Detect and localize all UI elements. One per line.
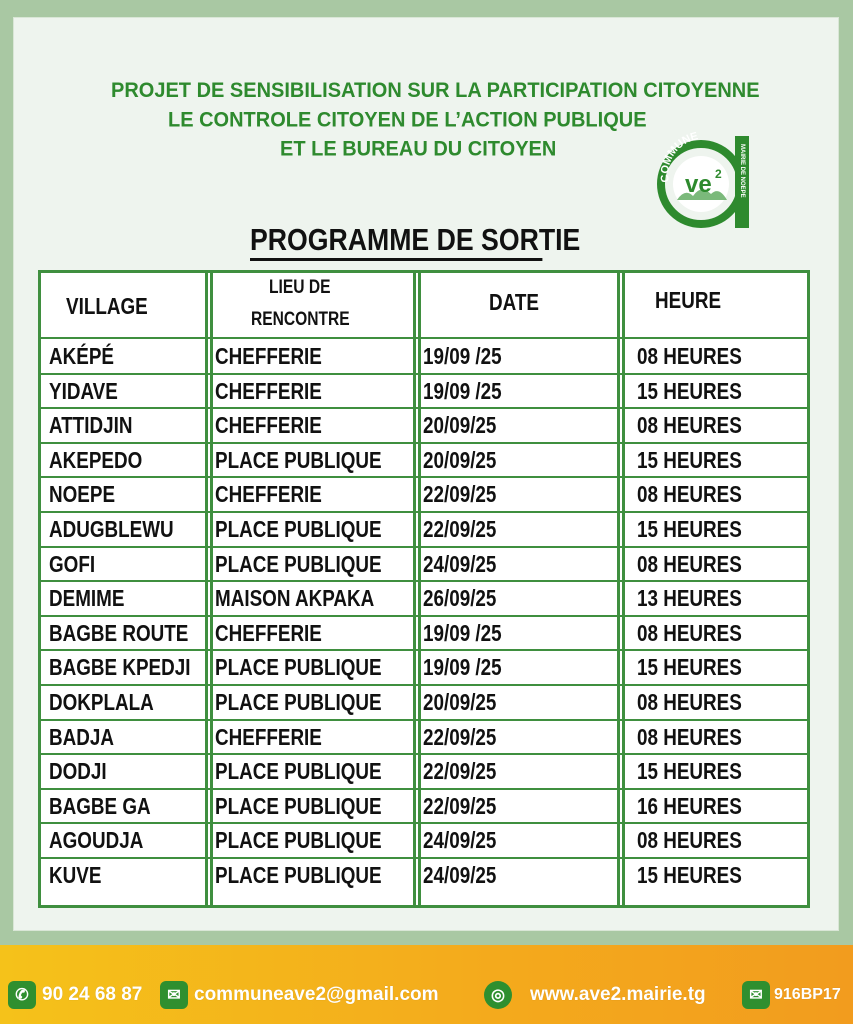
cell-lieu: CHEFFERIE [215,619,322,646]
header-line-2: LE CONTROLE CITOYEN DE L’ACTION PUBLIQUE [168,108,647,132]
cell-heure: 16 HEURES [637,792,742,819]
footer-bp-text: 916BP17 [774,986,841,1003]
cell-date: 19/09 /25 [423,619,502,646]
row-divider [41,615,807,617]
cell-village: BAGBE GA [49,792,151,819]
cell-date: 24/09/25 [423,827,497,854]
cell-heure: 15 HEURES [637,862,742,888]
logo-top-text: COMMUNE [659,130,700,183]
cell-heure: 08 HEURES [637,343,742,369]
header-village: VILLAGE [66,293,148,319]
logo-side-text: MAIRIE DE NOEPE [739,144,745,198]
cell-lieu: CHEFFERIE [215,723,322,750]
row-divider [41,546,807,548]
cell-heure: 08 HEURES [637,550,742,577]
cell-date: 22/09/25 [423,481,497,508]
cell-village: DOKPLALA [49,689,154,715]
header-title [14,76,760,164]
column-divider [205,273,213,905]
cell-village: DODJI [49,758,107,785]
cell-lieu: PLACE PUBLIQUE [215,827,382,854]
cell-date: 20/09/25 [423,446,497,473]
column-divider [617,273,625,905]
cell-lieu: CHEFFERIE [215,377,322,404]
cell-lieu: CHEFFERIE [215,343,322,369]
cell-heure: 15 HEURES [637,377,742,404]
cell-date: 24/09/25 [423,550,497,577]
mailbox-icon: ✉ [742,981,770,1009]
row-divider [41,373,807,375]
cell-heure: 08 HEURES [637,827,742,854]
cell-lieu: PLACE PUBLIQUE [215,446,382,473]
cell-date: 22/09/25 [423,516,497,542]
footer-phone-text: 90 24 68 87 [42,984,143,1005]
cell-heure: 08 HEURES [637,723,742,750]
header-lieu-line-2: RENCONTRE [251,309,350,330]
row-divider [41,476,807,478]
column-divider [413,273,421,905]
header-line-3: ET LE BUREAU DU CITOYEN [280,137,557,161]
cell-village: BADJA [49,723,114,750]
cell-village: ATTIDJIN [49,412,133,439]
cell-date: 22/09/25 [423,758,497,785]
phone-icon: ✆ [8,981,36,1009]
cell-lieu: PLACE PUBLIQUE [215,654,382,681]
header-heure: HEURE [655,287,722,313]
row-divider [41,822,807,824]
globe-icon: ◎ [484,981,512,1009]
cell-lieu: PLACE PUBLIQUE [215,792,382,819]
cell-lieu: PLACE PUBLIQUE [215,516,382,542]
cell-village: GOFI [49,550,96,577]
row-divider [41,442,807,444]
cell-lieu: MAISON AKPAKA [215,585,375,612]
cell-date: 19/09 /25 [423,654,502,681]
cell-date: 22/09/25 [423,723,497,750]
header-divider [41,337,807,339]
cell-date: 20/09/25 [423,412,497,439]
cell-village: AGOUDJA [49,827,144,854]
cell-lieu: PLACE PUBLIQUE [215,862,382,888]
cell-date: 26/09/25 [423,585,497,612]
footer-website[interactable] [484,980,706,1010]
row-divider [41,684,807,686]
cell-village: AKÉPÉ [49,343,114,369]
row-divider [41,788,807,790]
cell-date: 24/09/25 [423,862,497,888]
cell-lieu: PLACE PUBLIQUE [215,550,382,577]
mail-icon: ✉ [160,981,188,1009]
row-divider [41,511,807,513]
cell-village: DEMIME [49,585,125,612]
cell-heure: 15 HEURES [637,758,742,785]
header-date: DATE [489,289,539,315]
cell-village: KUVE [49,862,102,888]
schedule-table [38,270,810,908]
cell-lieu: CHEFFERIE [215,481,322,508]
cell-date: 19/09 /25 [423,377,502,404]
cell-lieu: CHEFFERIE [215,412,322,439]
row-divider [41,753,807,755]
cell-village: AKEPEDO [49,446,143,473]
cell-village: BAGBE ROUTE [49,619,189,646]
cell-date: 22/09/25 [423,792,497,819]
row-divider [41,719,807,721]
footer-email-text: communeave2@gmail.com [194,984,439,1005]
cell-heure: 13 HEURES [637,585,742,612]
commune-logo [655,130,755,230]
logo-center-text: ve [685,171,712,198]
row-divider [41,857,807,859]
footer-website-text: www.ave2.mairie.tg [530,984,706,1005]
footer-phone[interactable] [8,980,142,1010]
cell-village: NOEPE [49,481,116,508]
cell-heure: 15 HEURES [637,516,742,542]
cell-lieu: PLACE PUBLIQUE [215,689,382,715]
cell-date: 20/09/25 [423,689,497,715]
cell-heure: 08 HEURES [637,619,742,646]
cell-lieu: PLACE PUBLIQUE [215,758,382,785]
footer-bp [742,980,841,1010]
cell-village: YIDAVE [49,377,118,404]
cell-village: BAGBE KPEDJI [49,654,191,681]
cell-date: 19/09 /25 [423,343,502,369]
cell-heure: 08 HEURES [637,412,742,439]
row-divider [41,580,807,582]
cell-heure: 08 HEURES [637,689,742,715]
header-lieu-line-1: LIEU DE [269,277,331,298]
cell-village: ADUGBLEWU [49,516,174,542]
page-title: PROGRAMME DE SORTIE [250,222,542,261]
cell-heure: 08 HEURES [637,481,742,508]
cell-heure: 15 HEURES [637,654,742,681]
cell-heure: 15 HEURES [637,446,742,473]
row-divider [41,407,807,409]
header-line-1: PROJET DE SENSIBILISATION SUR LA PARTICIPATION CITOYENNE [111,79,760,103]
row-divider [41,649,807,651]
footer-email[interactable] [160,980,439,1010]
logo-superscript: 2 [715,167,722,181]
